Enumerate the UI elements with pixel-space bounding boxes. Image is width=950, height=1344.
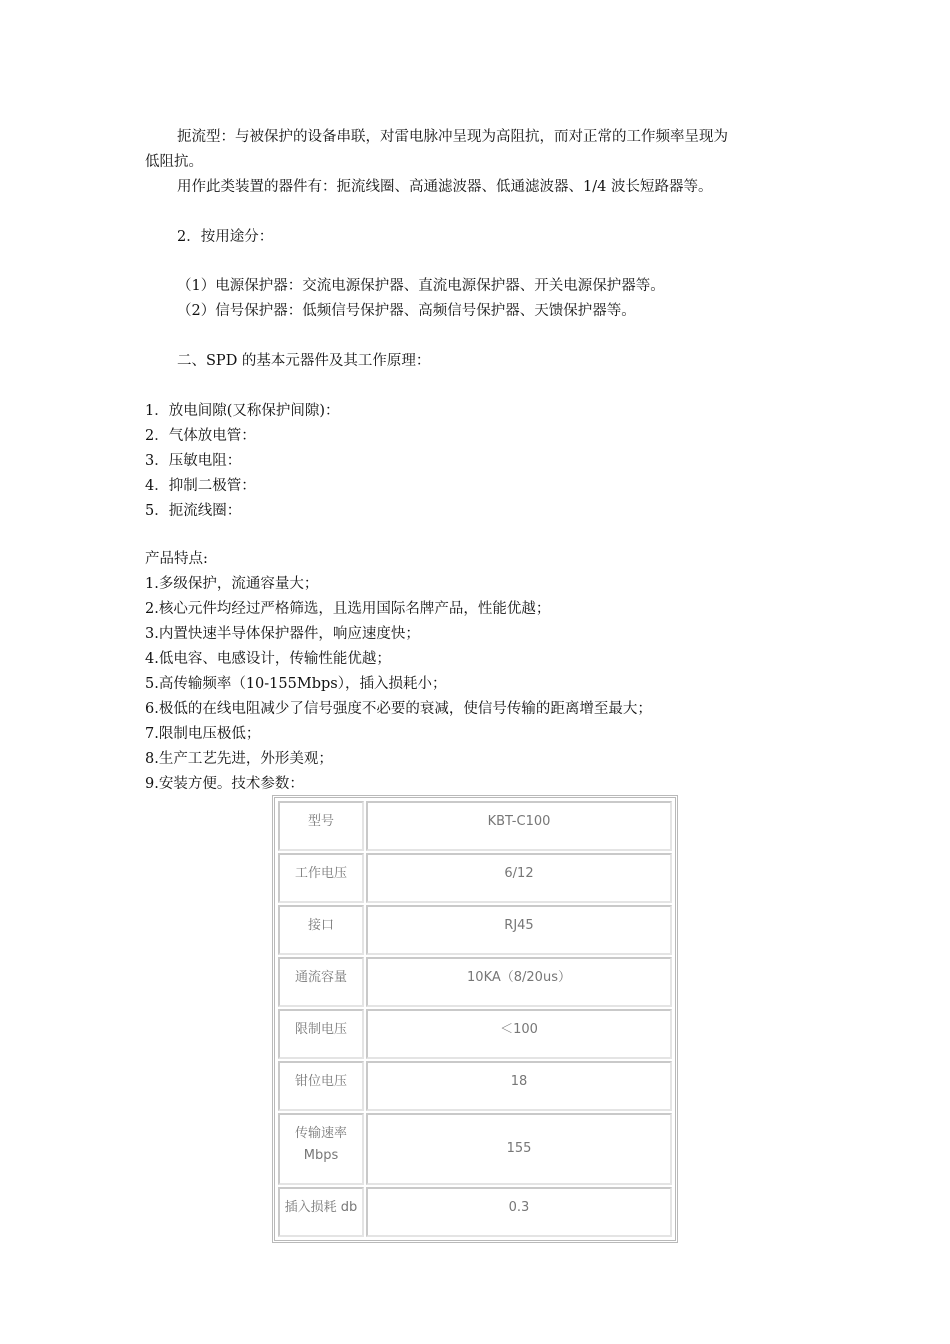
table-row [278, 1061, 672, 1111]
spec-key: 接口 [278, 905, 364, 955]
spec-key-line: 传输速率 [294, 1126, 347, 1141]
spec-key [278, 1113, 364, 1185]
spec-key: 插入损耗 db [278, 1187, 364, 1237]
spec-value: 0.3 [366, 1187, 672, 1237]
table-row [278, 1113, 672, 1185]
spec-value: 155 [366, 1113, 672, 1185]
spec-key: 限制电压 [278, 1009, 364, 1059]
feature-item: 4.低电容、电感设计，传输性能优越； [145, 651, 391, 667]
spec-value: ＜100 [366, 1009, 672, 1059]
component-item: 4．抑制二极管： [145, 478, 256, 494]
table-row [278, 853, 672, 903]
feature-item: 9.安装方便。技术参数： [145, 776, 304, 792]
heading-by-use: 2．按用途分： [177, 229, 274, 245]
spec-key: 钳位电压 [278, 1061, 364, 1111]
feature-item: 6.极低的在线电阻减少了信号强度不必要的衰减，使信号传输的距离增至最大； [145, 701, 652, 717]
spec-value: KBT-C100 [366, 801, 672, 851]
feature-item: 7.限制电压极低； [145, 726, 261, 742]
table-row [278, 801, 672, 851]
feature-item: 1.多级保护，流通容量大； [145, 576, 319, 592]
spec-key-unit: Mbps [303, 1148, 339, 1163]
feature-item: 5.高传输频率（10-155Mbps），插入损耗小； [145, 676, 447, 692]
list-item-power-protector: （1）电源保护器：交流电源保护器、直流电源保护器、开关电源保护器等。 [177, 278, 665, 294]
table-row [278, 905, 672, 955]
table-row [278, 1187, 672, 1237]
table-row [278, 1009, 672, 1059]
spec-key: 型号 [278, 801, 364, 851]
features-title: 产品特点: [145, 551, 208, 567]
component-item: 5．扼流线圈： [145, 503, 242, 519]
spec-value: 18 [366, 1061, 672, 1111]
component-item: 1．放电间隙(又称保护间隙)： [145, 403, 340, 419]
feature-item: 2.核心元件均经过严格筛选，且选用国际名牌产品，性能优越； [145, 601, 551, 617]
table-row [278, 957, 672, 1007]
tech-spec-table [272, 795, 678, 1243]
feature-item: 3.内置快速半导体保护器件，响应速度快； [145, 626, 420, 642]
spec-value: RJ45 [366, 905, 672, 955]
feature-item: 8.生产工艺先进，外形美观； [145, 751, 333, 767]
component-item: 3．压敏电阻： [145, 453, 242, 469]
section-heading-spd-components: 二、SPD 的基本元器件及其工作原理： [177, 353, 431, 369]
component-item: 2．气体放电管： [145, 428, 256, 444]
paragraph-devices: 用作此类装置的器件有：扼流线圈、高通滤波器、低通滤波器、1/4 波长短路器等。 [177, 179, 713, 195]
paragraph-choke-type-continued: 低阻抗。 [145, 154, 203, 170]
spec-value: 10KA（8/20us） [366, 957, 672, 1007]
list-item-signal-protector: （2）信号保护器：低频信号保护器、高频信号保护器、天馈保护器等。 [177, 303, 636, 319]
spec-key: 通流容量 [278, 957, 364, 1007]
paragraph-choke-type: 扼流型：与被保护的设备串联，对雷电脉冲呈现为高阻抗，而对正常的工作频率呈现为 [177, 129, 728, 145]
spec-key: 工作电压 [278, 853, 364, 903]
spec-value: 6/12 [366, 853, 672, 903]
